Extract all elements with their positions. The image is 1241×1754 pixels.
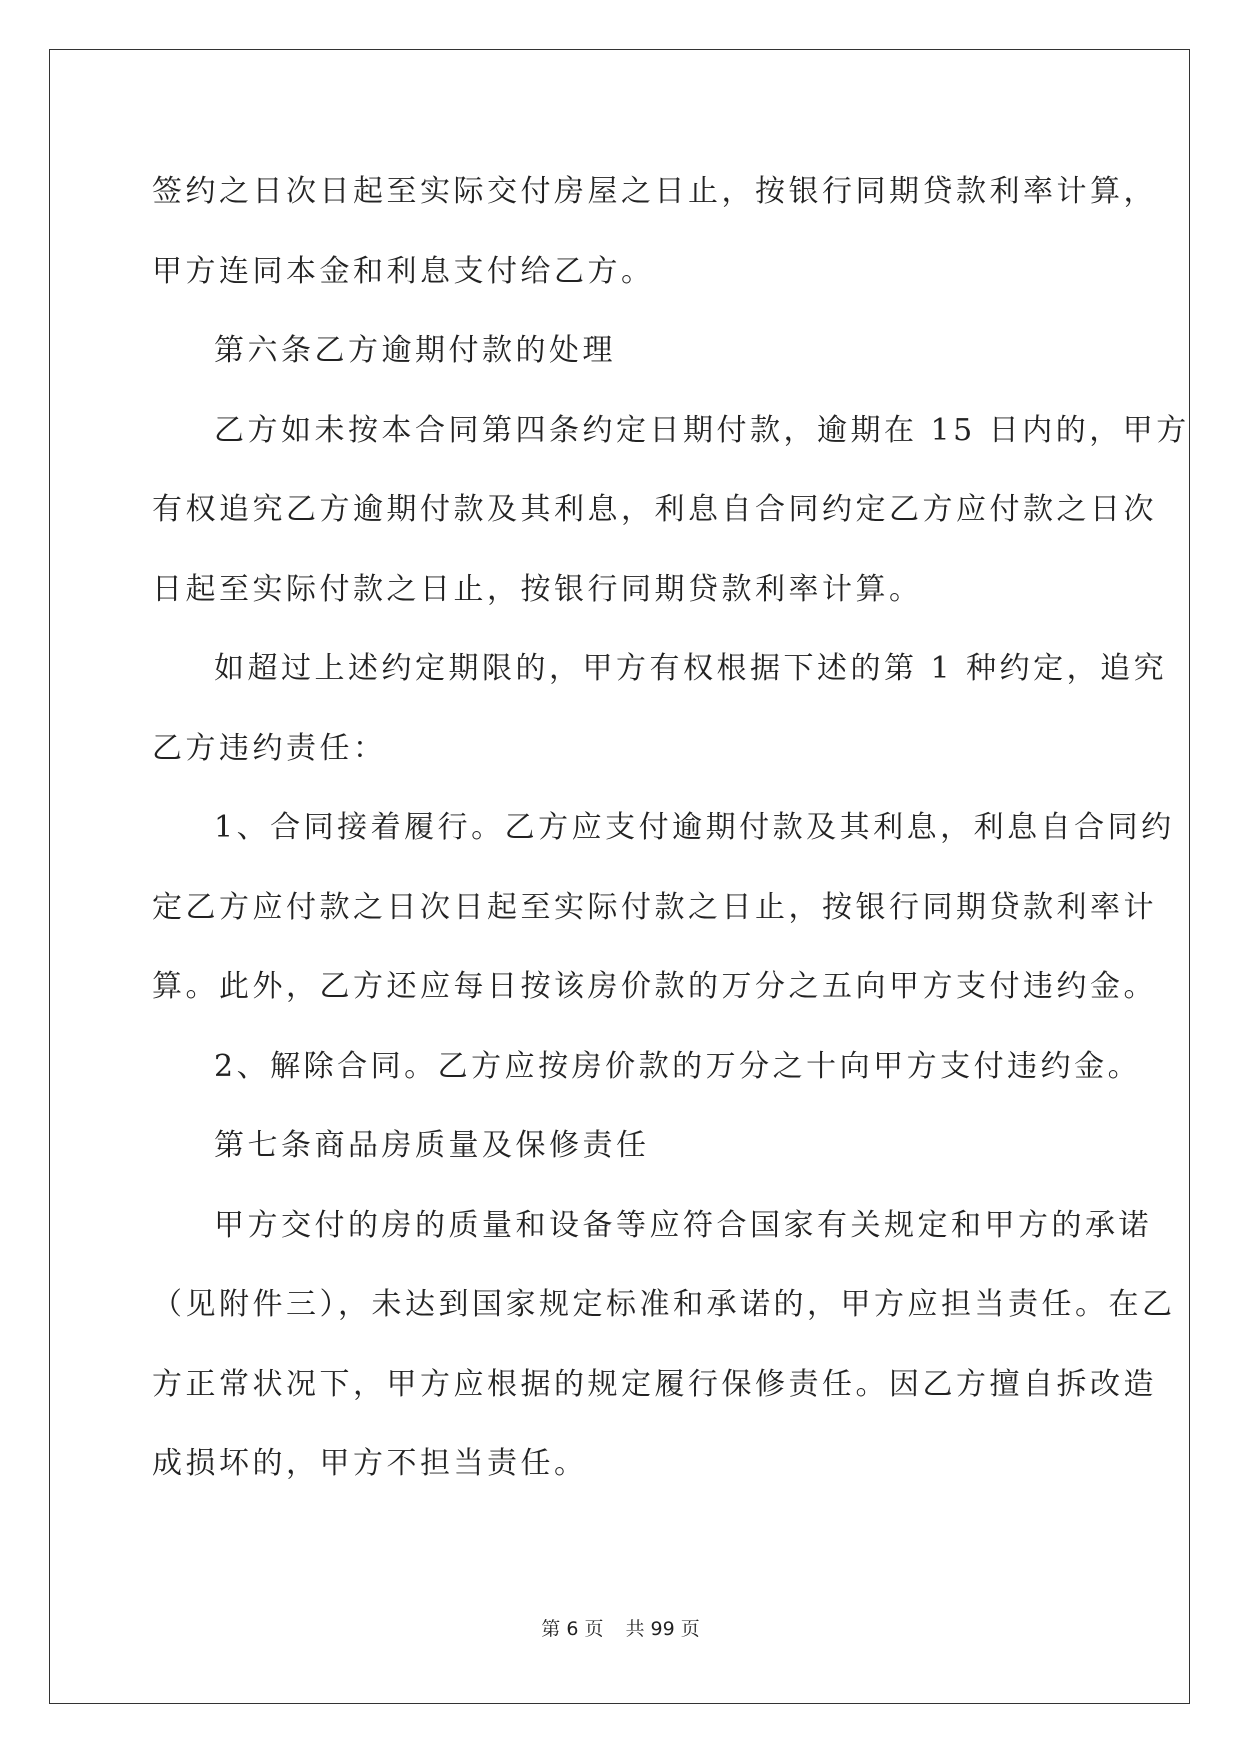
page-number: 第 6 页	[541, 1618, 604, 1640]
paragraph	[152, 1186, 1176, 1504]
text-line: 甲方连同本金和利息支付给乙方。	[152, 253, 655, 289]
paragraph	[152, 311, 1092, 391]
document-body	[152, 152, 1190, 1504]
paragraph	[152, 152, 1157, 311]
text-line: 如超过上述约定期限的，甲方有权根据下述的第 1 种约定，追究	[214, 651, 1168, 686]
paragraph	[152, 629, 1168, 788]
page-footer	[0, 1614, 1241, 1641]
text-line: 有权追究乙方逾期付款及其利息，利息自合同约定乙方应付款之日次	[152, 492, 1157, 527]
text-line: 1、合同接着履行。乙方应支付逾期付款及其利息，利息自合同约	[214, 810, 1175, 845]
text-line: 成损坏的，甲方不担当责任。	[152, 1446, 588, 1481]
text-line: 日起至实际付款之日止，按银行同期贷款利率计算。	[152, 571, 923, 607]
paragraph	[152, 391, 1190, 630]
text-line: 算。此外，乙方还应每日按该房价款的万分之五向甲方支付违约金。	[152, 969, 1157, 1004]
text-line: 乙方违约责任：	[152, 730, 387, 766]
page-total: 共 99 页	[625, 1618, 700, 1640]
paragraph	[152, 788, 1175, 1027]
text-line: 签约之日次日起至实际交付房屋之日止，按银行同期贷款利率计算，	[152, 174, 1157, 209]
text-line: （见附件三），未达到国家规定标准和承诺的，甲方应担当责任。在乙	[152, 1287, 1176, 1322]
text-line: 定乙方应付款之日次日起至实际付款之日止，按银行同期贷款利率计	[152, 889, 1157, 925]
text-line: 第七条商品房质量及保修责任	[214, 1128, 650, 1163]
paragraph	[152, 1027, 1142, 1107]
text-line: 乙方如未按本合同第四条约定日期付款，逾期在 15 日内的，甲方	[214, 412, 1190, 448]
text-line: 甲方交付的房的质量和设备等应符合国家有关规定和甲方的承诺	[214, 1207, 1152, 1243]
text-line: 第六条乙方逾期付款的处理	[214, 333, 616, 368]
text-line: 2、解除合同。乙方应按房价款的万分之十向甲方支付违约金。	[214, 1048, 1142, 1084]
text-line: 方正常状况下，甲方应根据的规定履行保修责任。因乙方擅自拆改造	[152, 1366, 1157, 1402]
paragraph	[152, 1106, 1092, 1186]
